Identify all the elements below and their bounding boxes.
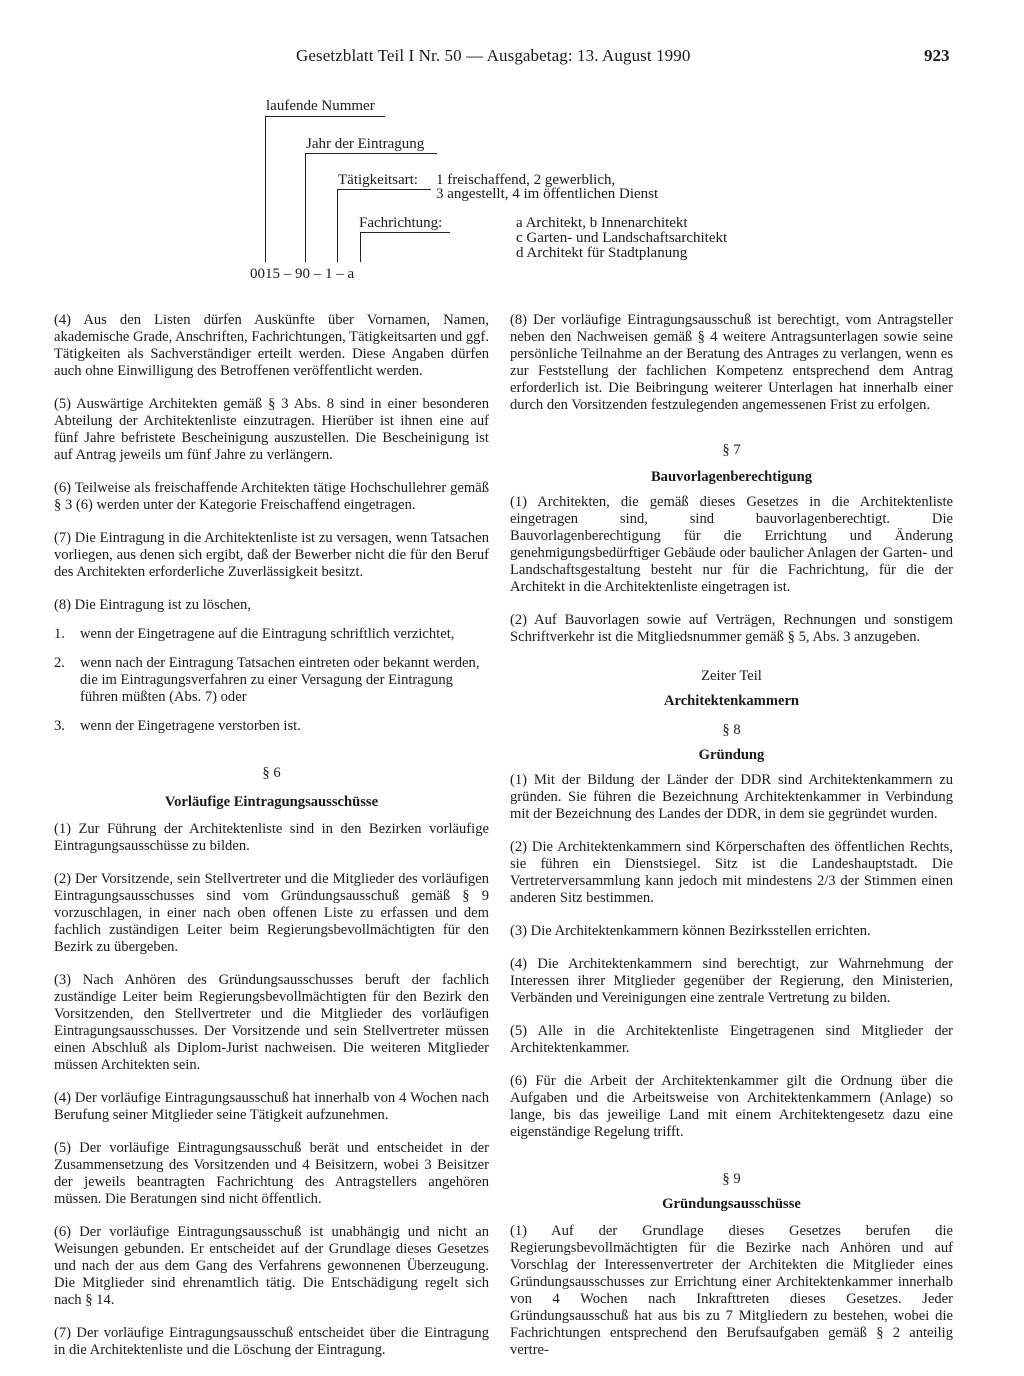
diagram-line bbox=[337, 189, 338, 262]
diagram-line bbox=[360, 232, 450, 233]
paragraph: (1) Mit der Bildung der Länder der DDR sind Architektenkammern zu gründen. Sie führen die Bezeichnung Architektenkammer in Verbindung mit der Bezeichnung des Landes der DDR, in dem sie gegründet wurden. bbox=[510, 772, 953, 822]
list-item-number: 2. bbox=[54, 655, 65, 671]
diagram-line bbox=[265, 116, 266, 262]
diagram-label-jahr: Jahr der Eintragung bbox=[306, 136, 425, 152]
paragraph: (3) Nach Anhören des Gründungsausschusses beruft der fachlich zuständige Leiter beim Regierungsbevollmächtigten für den Bezirk den Vorsitzenden, den Stellvertreter und die Mitglieder des vorläufigen Eintragungsausschusses. Der Vorsitzende und sein Stellvertreter müssen einen Abschluß als Diplom-Jurist nachweisen. Die weiteren Mitglieder müssen Architekten sein. bbox=[54, 972, 489, 1073]
diagram-taetigkeitsart-line1: 1 freischaffend, 2 gewerblich, bbox=[436, 172, 616, 188]
diagram-fachrichtung-line3: d Architekt für Stadtplanung bbox=[516, 245, 688, 261]
diagram-example-number: 0015 – 90 – 1 – a bbox=[250, 266, 355, 282]
paragraph: (2) Auf Bauvorlagen sowie auf Verträgen, Rechnungen und sonstigem Schriftverkehr ist die Mitgliedsnummer gemäß § 5, Abs. 3 anzugeben. bbox=[510, 612, 953, 645]
right-column bbox=[510, 300, 953, 1375]
list-item-text: wenn nach der Eintragung Tatsachen eintreten oder bekannt werden, die im Eintragungsverfahren zu einer Versagung der Eintragung führen müßten (Abs. 7) oder bbox=[80, 655, 480, 705]
paragraph: (4) Aus den Listen dürfen Auskünfte über Vornamen, Namen, akademische Grade, Anschriften, Fachrichtungen, Tätigkeitsarten und ggf. Tätigkeiten als Sachverständiger erteilt werden. Diese Angaben dürfen auch ohne Einwilligung des Betroffenen veröffentlicht werden. bbox=[54, 312, 489, 379]
header-title: Gesetzblatt Teil I Nr. 50 — Ausgabetag: 13. August 1990 bbox=[296, 46, 691, 65]
section-number: § 9 bbox=[722, 1171, 741, 1187]
paragraph: (5) Der vorläufige Eintragungsausschuß berät und entscheidet in der Zusammensetzung des Vorsitzenden und 4 Beisitzern, wobei 3 Beisitzer der jeweils beantragten Fachrichtung des Antragstellers angehören müssen. Die Beratungen sind nicht öffentlich. bbox=[54, 1140, 489, 1207]
section-number: § 7 bbox=[722, 442, 741, 458]
list-item bbox=[54, 626, 489, 643]
paragraph: (5) Alle in die Architektenliste Eingetragenen sind Mitglieder der Architektenkammer. bbox=[510, 1023, 953, 1056]
diagram-fachrichtung-line2: c Garten- und Landschaftsarchitekt bbox=[516, 230, 728, 246]
paragraph: (5) Auswärtige Architekten gemäß § 3 Abs. 8 sind in einer besonderen Abteilung der Architektenliste einzutragen. Hierüber ist ihnen eine auf fünf Jahre befristete Bescheinigung auszustellen. Die Bescheinigung ist auf Antrag jeweils um fünf Jahre zu verlängern. bbox=[54, 396, 489, 463]
paragraph: (6) Der vorläufige Eintragungsausschuß ist unabhängig und nicht an Weisungen gebunden. Er entscheidet auf der Grundlage dieses Gesetzes und nach der aus dem Gang des Verfahrens gewonnenen Überzeugung. Die Mitglieder sind ehrenamtlich tätig. Die Entschädigung regelt sich nach § 14. bbox=[54, 1224, 489, 1308]
paragraph: (7) Die Eintragung in die Architektenliste ist zu versagen, wenn Tatsachen vorliegen, aus denen sich ergibt, daß der Bewerber nicht die für den Beruf des Architekten erforderliche Zuverlässigkeit besitzt. bbox=[54, 530, 489, 580]
list-item bbox=[54, 718, 489, 735]
paragraph: (4) Der vorläufige Eintragungsausschuß hat innerhalb von 4 Wochen nach Berufung seiner Mitglieder seine Tätigkeit aufzunehmen. bbox=[54, 1090, 489, 1123]
section-number: § 8 bbox=[722, 722, 741, 738]
paragraph: (3) Die Architektenkammern können Bezirksstellen errichten. bbox=[510, 923, 871, 939]
diagram-line bbox=[360, 232, 361, 262]
paragraph: (8) Die Eintragung ist zu löschen, bbox=[54, 597, 251, 613]
list-item-number: 1. bbox=[54, 626, 65, 642]
paragraph: (8) Der vorläufige Eintragungsausschuß ist berechtigt, vom Antragsteller neben den Nachweisen gemäß § 4 weitere Antragsunterlagen sowie seine persönliche Teilnahme an der Beratung des Antrages zu verlangen, wenn es zur Feststellung der fachlichen Kompetenz entsprechend dem Antrag erforderlich ist. Die Beibringung weiterer Unterlagen hat innerhalb einer durch den Vorsitzenden festzulegenden angemessenen Frist zu erfolgen. bbox=[510, 312, 953, 413]
paragraph: (2) Die Architektenkammern sind Körperschaften des öffentlichen Rechts, sie führen ein Dienstsiegel. Sitz ist die Landeshauptstadt. Die Vertreterversammlung kann jedoch mit mindestens 2/3 der Stimmen einen anderen Sitz bestimmen. bbox=[510, 839, 953, 906]
diagram-label-laufende-nummer: laufende Nummer bbox=[266, 98, 375, 114]
registration-number-diagram bbox=[0, 0, 1024, 300]
paragraph: (7) Der vorläufige Eintragungsausschuß entscheidet über die Eintragung in die Architektenliste und die Löschung der Eintragung. bbox=[54, 1325, 489, 1358]
section-title: Gründung bbox=[698, 747, 765, 763]
diagram-line bbox=[265, 116, 385, 117]
diagram-label-fachrichtung: Fachrichtung: bbox=[359, 215, 443, 231]
diagram-taetigkeitsart-line2: 3 angestellt, 4 im öffentlichen Dienst bbox=[436, 186, 659, 202]
section-title: Vorläufige Eintragungsausschüsse bbox=[164, 794, 379, 810]
section-title: Bauvorlagenberechtigung bbox=[650, 469, 813, 485]
part-number: Zeiter Teil bbox=[701, 668, 762, 684]
paragraph: (2) Der Vorsitzende, sein Stellvertreter und die Mitglieder des vorläufigen Eintragungsausschusses sind vom Gründungsausschuß gemäß § 9 vorzuschlagen, in einer nach oben offenen Liste zu erfassen und dem fachlich zuständigen Leiter beim Regierungsbevollmächtigten für den Bezirk zu übergeben. bbox=[54, 871, 489, 955]
section-number: § 6 bbox=[262, 765, 281, 781]
left-column bbox=[54, 300, 489, 1375]
diagram-fachrichtung-line1: a Architekt, b Innenarchitekt bbox=[516, 215, 688, 231]
paragraph: (6) Für die Arbeit der Architektenkammer gilt die Ordnung über die Aufgaben und die Arbeitsweise von Architektenkammern (Anlage) so lange, bis das jeweilige Land mit einem Architektengesetz dazu eine eigenständige Regelung trifft. bbox=[510, 1073, 953, 1140]
list-item bbox=[54, 655, 489, 706]
paragraph: (1) Auf der Grundlage dieses Gesetzes berufen die Regierungsbevollmächtigten für die Bezirke nach Anhören und auf Vorschlag der Interessenvertreter der Architekten die Mitglieder eines Gründungsausschusses zur Errichtung einer Architektenkammer innerhalb von 4 Wochen nach Inkrafttreten dieses Gesetzes. Jeder Gründungsausschuß hat aus bis zu 7 Mitgliedern zu bestehen, wobei die Fachrichtungen entsprechend den Berufsaufgaben gemäß § 2 anteilig vertre- bbox=[510, 1223, 953, 1358]
paragraph: (1) Zur Führung der Architektenliste sind in den Bezirken vorläufige Eintragungsausschüsse zu bilden. bbox=[54, 821, 489, 854]
list-item-text: wenn der Eingetragene auf die Eintragung schriftlich verzichtet, bbox=[80, 626, 455, 642]
paragraph: (6) Teilweise als freischaffende Architekten tätige Hochschullehrer gemäß § 3 (6) werden unter der Kategorie Freischaffend eingetragen. bbox=[54, 480, 489, 513]
paragraph: (1) Architekten, die gemäß dieses Gesetzes in die Architektenliste eingetragen sind, sind bauvorlagenberechtigt. Die Bauvorlagenberechtigung für die Errichtung und Änderung genehmigungsbedürftiger Gebäude oder baulicher Anlagen der Garten- und Landschaftsgestaltung besteht nur für die Fachrichtung, für die der Architekt in die Architektenliste eingetragen ist. bbox=[510, 494, 953, 595]
diagram-label-taetigkeitsart: Tätigkeitsart: bbox=[338, 172, 418, 188]
list-item-text: wenn der Eingetragene verstorben ist. bbox=[80, 718, 301, 734]
diagram-line bbox=[305, 153, 306, 262]
part-title: Architektenkammern bbox=[663, 693, 800, 709]
diagram-line bbox=[337, 189, 431, 190]
paragraph: (4) Die Architektenkammern sind berechtigt, zur Wahrnehmung der Interessen ihrer Mitglieder gegenüber der Regierung, den Ministerien, Verbänden und Vereinigungen eine zentrale Vertretung zu bilden. bbox=[510, 956, 953, 1006]
diagram-line bbox=[305, 153, 437, 154]
page-number: 923 bbox=[924, 46, 950, 65]
list-item-number: 3. bbox=[54, 718, 65, 734]
section-title: Gründungsausschüsse bbox=[662, 1196, 801, 1212]
